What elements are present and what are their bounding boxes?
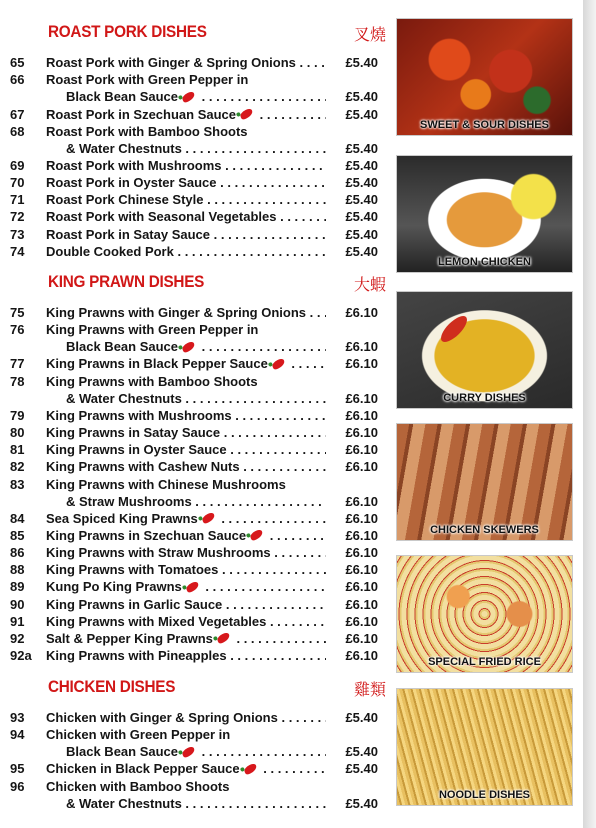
item-name	[46, 545, 326, 560]
chili-icon	[216, 632, 231, 645]
item-number: 92a	[10, 648, 32, 663]
noodle-photo	[396, 688, 573, 806]
item-number: 95	[10, 761, 25, 777]
item-name	[46, 408, 326, 423]
item-name	[46, 511, 326, 526]
item-number: 67	[10, 106, 25, 122]
item-number: 72	[10, 209, 25, 225]
item-name-text: & Water Chestnuts	[66, 390, 182, 406]
menu-item-row	[10, 761, 378, 778]
item-number: 84	[10, 510, 25, 526]
item-name-text: King Prawns with Mushrooms	[46, 407, 232, 423]
menu-item-row	[10, 477, 378, 494]
item-name-text: Roast Pork with Bamboo Shoots	[46, 123, 248, 139]
item-price: £6.10	[330, 305, 378, 320]
item-name	[66, 494, 326, 509]
item-name	[46, 244, 326, 259]
menu-item-row	[10, 442, 378, 459]
item-name	[46, 562, 326, 577]
item-name-text: King Prawns in Black Pepper Sauce	[46, 356, 268, 372]
item-number: 91	[10, 613, 25, 629]
item-number: 96	[10, 778, 25, 794]
item-number: 92	[10, 630, 25, 646]
photo-caption: CURRY DISHES	[443, 392, 526, 404]
item-number: 68	[10, 123, 25, 139]
item-number: 66	[10, 72, 25, 88]
item-name	[46, 192, 326, 207]
item-price: £6.10	[330, 562, 378, 577]
item-name-text: King Prawns with Chinese Mushrooms	[46, 476, 286, 492]
item-name	[46, 648, 326, 663]
item-name	[46, 227, 326, 242]
item-number: 82	[10, 459, 25, 475]
section-chinese-title: 叉燒	[353, 27, 386, 44]
item-price: £6.10	[330, 579, 378, 594]
menu-item-row	[10, 141, 378, 158]
item-name	[46, 322, 326, 337]
item-name	[46, 727, 326, 742]
item-name	[46, 209, 326, 224]
item-price: £5.40	[330, 89, 378, 104]
item-number: 79	[10, 407, 25, 423]
item-price: £6.10	[330, 339, 378, 354]
curry-photo	[396, 291, 573, 409]
menu-item-row	[10, 209, 378, 226]
item-name-text: King Prawns in Szechuan Sauce	[46, 527, 247, 543]
item-name	[66, 141, 326, 156]
item-number: 70	[10, 175, 25, 191]
item-name-text: King Prawns with Ginger & Spring Onions	[46, 305, 307, 320]
item-name	[46, 459, 326, 474]
item-number: 89	[10, 579, 25, 595]
menu-item-row	[10, 192, 378, 209]
item-price: £5.40	[330, 796, 378, 811]
menu-item-row	[10, 779, 378, 796]
item-number: 83	[10, 476, 25, 492]
item-price: £5.40	[330, 107, 378, 122]
item-price: £6.10	[330, 597, 378, 612]
section-heading	[48, 272, 386, 298]
menu-item-row	[10, 511, 378, 528]
item-name	[46, 442, 326, 457]
item-price: £6.10	[330, 459, 378, 474]
menu-item-row	[10, 631, 378, 648]
chili-icon	[201, 512, 216, 525]
item-name-text: Roast Pork in Oyster Sauce	[46, 175, 217, 191]
section-chinese-title: 雞類	[353, 682, 386, 699]
item-price: £5.40	[330, 227, 378, 242]
item-number: 69	[10, 157, 25, 173]
item-price: £6.10	[330, 356, 378, 371]
item-name	[46, 107, 326, 122]
item-name	[66, 339, 326, 354]
page-edge	[583, 0, 596, 828]
menu-item-row	[10, 305, 378, 322]
menu-item-row	[10, 322, 378, 339]
menu-item-row	[10, 648, 378, 665]
menu-item-row	[10, 744, 378, 761]
item-name-text: King Prawns with Cashew Nuts	[46, 459, 240, 475]
item-name	[66, 744, 326, 759]
item-name	[46, 374, 326, 389]
chili-icon	[181, 745, 196, 758]
item-price: £6.10	[330, 391, 378, 406]
item-name-text: Sea Spiced King Prawns	[46, 510, 198, 526]
item-price: £5.40	[330, 209, 378, 224]
item-price: £6.10	[330, 631, 378, 646]
item-name-text: Salt & Pepper King Prawns	[46, 630, 213, 646]
item-price: £5.40	[330, 244, 378, 259]
item-price: £6.10	[330, 442, 378, 457]
item-name-text: Kung Po King Prawns	[46, 579, 182, 595]
item-name-text: King Prawns with Straw Mushrooms	[46, 545, 271, 561]
item-number: 71	[10, 192, 25, 208]
item-number: 65	[10, 55, 25, 70]
menu-item-row	[10, 408, 378, 425]
item-number: 94	[10, 727, 25, 743]
sweet-sour-photo	[396, 18, 573, 136]
item-name-text: King Prawns with Pineapples	[46, 648, 227, 663]
item-name-text: Double Cooked Pork	[46, 243, 174, 259]
item-name-text: Roast Pork Chinese Style	[46, 192, 204, 208]
menu-item-row	[10, 339, 378, 356]
chili-icon	[249, 529, 264, 542]
item-name	[46, 761, 326, 776]
item-price: £6.10	[330, 408, 378, 423]
item-name	[46, 528, 326, 543]
item-number: 85	[10, 527, 25, 543]
item-name-text: Black Bean Sauce	[66, 744, 179, 760]
item-name	[46, 710, 326, 725]
item-name	[46, 631, 326, 646]
photo-caption: NOODLE DISHES	[438, 789, 531, 801]
menu-item-row	[10, 562, 378, 579]
item-name-text: Chicken with Green Pepper in	[46, 727, 231, 743]
item-name	[46, 597, 326, 612]
menu-item-row	[10, 459, 378, 476]
menu-item-row	[10, 175, 378, 192]
chili-icon	[243, 763, 258, 776]
item-price: £5.40	[330, 761, 378, 776]
item-name-text: Chicken with Bamboo Shoots	[46, 778, 230, 794]
section-title: ROAST PORK DISHES	[48, 22, 207, 41]
menu-item-row	[10, 528, 378, 545]
chili-icon	[239, 108, 254, 121]
item-name-text: Roast Pork in Szechuan Sauce	[46, 106, 237, 122]
chili-icon	[185, 581, 200, 594]
menu-item-row	[10, 89, 378, 106]
item-price: £5.40	[330, 158, 378, 173]
chili-icon	[181, 90, 196, 103]
section-chinese-title: 大蝦	[353, 277, 386, 294]
item-name-text: Chicken with Ginger & Spring Onions	[46, 710, 278, 725]
item-name-text: King Prawns with Tomatoes	[46, 562, 219, 578]
item-price: £5.40	[330, 175, 378, 190]
item-price: £5.40	[330, 710, 378, 725]
item-name-text: Black Bean Sauce	[66, 89, 179, 105]
item-price: £6.10	[330, 425, 378, 440]
fried-rice-photo	[396, 555, 573, 673]
menu-item-row	[10, 391, 378, 408]
item-number: 77	[10, 356, 25, 372]
item-name-text: King Prawns with Bamboo Shoots	[46, 373, 258, 389]
item-name-text: King Prawns with Mixed Vegetables	[46, 613, 267, 629]
item-name-text: Roast Pork with Green Pepper in	[46, 72, 249, 88]
menu-item-row	[10, 710, 378, 727]
menu-item-row	[10, 425, 378, 442]
menu-item-row	[10, 227, 378, 244]
item-price: £6.10	[330, 614, 378, 629]
menu-item-row	[10, 727, 378, 744]
item-name	[46, 779, 326, 794]
item-name	[66, 796, 326, 811]
chili-icon	[271, 358, 286, 371]
item-name	[46, 124, 326, 139]
item-number: 93	[10, 710, 25, 725]
menu-item-row	[10, 107, 378, 124]
item-price: £6.10	[330, 528, 378, 543]
item-price: £5.40	[330, 55, 378, 70]
item-number: 74	[10, 243, 25, 259]
item-number: 73	[10, 226, 25, 242]
chili-icon	[181, 340, 196, 353]
menu-item-row	[10, 158, 378, 175]
item-number: 76	[10, 322, 25, 338]
item-price: £5.40	[330, 141, 378, 156]
item-name	[46, 477, 326, 492]
item-name-text: Roast Pork with Mushrooms	[46, 157, 222, 173]
item-name-text: & Straw Mushrooms	[66, 493, 192, 509]
item-number: 88	[10, 562, 25, 578]
chili-pepper-icon	[437, 312, 471, 346]
item-number: 78	[10, 373, 25, 389]
item-price: £6.10	[330, 648, 378, 663]
menu-item-row	[10, 374, 378, 391]
item-name	[46, 614, 326, 629]
menu-item-row	[10, 796, 378, 813]
item-number: 90	[10, 596, 25, 612]
item-price: £6.10	[330, 494, 378, 509]
section-heading	[48, 677, 386, 703]
menu-item-row	[10, 124, 378, 141]
item-name	[66, 89, 326, 104]
photo-caption: CHICKEN SKEWERS	[430, 524, 539, 536]
item-name	[46, 72, 326, 87]
item-name-text: & Water Chestnuts	[66, 140, 182, 156]
item-price: £5.40	[330, 744, 378, 759]
section-heading	[48, 22, 386, 48]
menu-item-row	[10, 579, 378, 596]
menu-item-row	[10, 494, 378, 511]
item-name-text: King Prawns in Oyster Sauce	[46, 442, 227, 458]
item-price: £6.10	[330, 545, 378, 560]
photo-caption: SPECIAL FRIED RICE	[428, 656, 541, 668]
item-price: £5.40	[330, 192, 378, 207]
item-number: 80	[10, 425, 25, 440]
photo-caption: SWEET & SOUR DISHES	[420, 119, 549, 131]
menu-item-row	[10, 597, 378, 614]
item-name-text: King Prawns in Satay Sauce	[46, 425, 221, 440]
item-name-text: Chicken in Black Pepper Sauce	[46, 761, 240, 777]
item-price: £6.10	[330, 511, 378, 526]
item-name	[46, 579, 326, 594]
menu-item-row	[10, 72, 378, 89]
item-name-text: Black Bean Sauce	[66, 339, 179, 355]
item-number: 75	[10, 305, 25, 320]
item-number: 86	[10, 545, 25, 561]
item-name	[46, 158, 326, 173]
item-name-text: Roast Pork in Satay Sauce	[46, 226, 211, 242]
item-name	[46, 305, 326, 320]
item-name	[46, 356, 326, 371]
item-name	[46, 175, 326, 190]
item-name	[46, 55, 326, 70]
skewers-photo	[396, 423, 573, 541]
menu-item-row	[10, 614, 378, 631]
menu-item-row	[10, 356, 378, 373]
item-name-text: Roast Pork with Ginger & Spring Onions	[46, 55, 296, 70]
menu-item-row	[10, 244, 378, 261]
item-name-text: King Prawns in Garlic Sauce	[46, 596, 223, 612]
item-name-text: Roast Pork with Seasonal Vegetables	[46, 209, 277, 225]
item-name	[66, 391, 326, 406]
item-number: 81	[10, 442, 25, 458]
menu-item-row	[10, 545, 378, 562]
section-title: CHICKEN DISHES	[48, 677, 176, 696]
section-title: KING PRAWN DISHES	[48, 272, 205, 291]
item-name-text: & Water Chestnuts	[66, 795, 182, 811]
item-name	[46, 425, 326, 440]
menu-item-row	[10, 55, 378, 72]
lemon-chicken-photo	[396, 155, 573, 273]
photo-caption: LEMON CHICKEN	[438, 256, 531, 268]
item-name-text: King Prawns with Green Pepper in	[46, 322, 259, 338]
